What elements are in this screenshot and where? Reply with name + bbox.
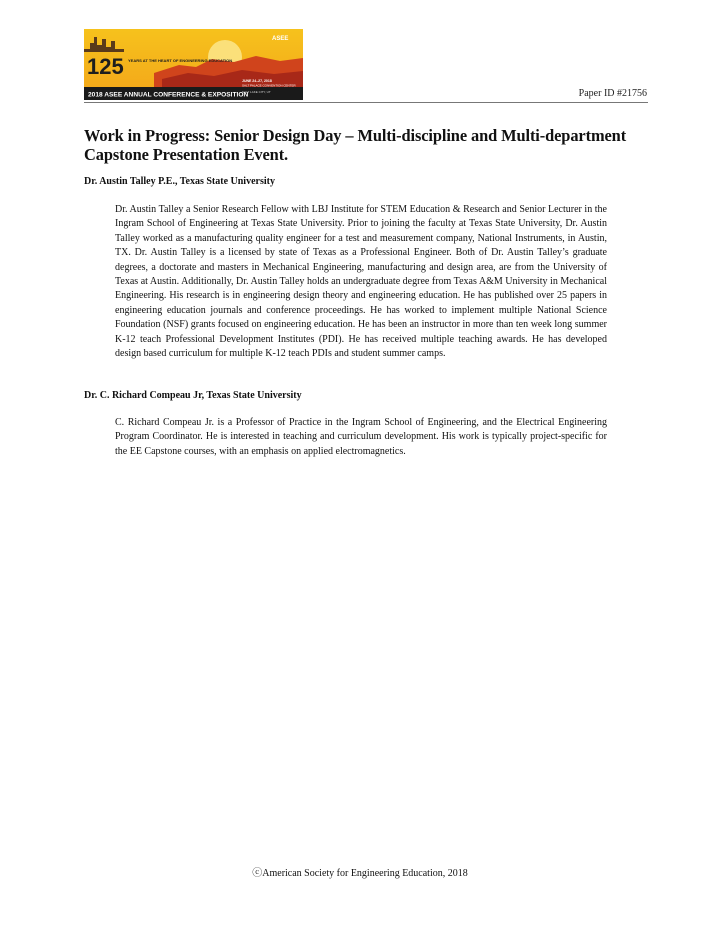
banner-years-text: YEARS AT THE HEART OF ENGINEERING EDUCATION — [128, 58, 233, 63]
author-name: Dr. Austin Talley P.E., Texas State University — [84, 176, 275, 187]
paper-id: Paper ID #21756 — [578, 88, 647, 99]
author-bio: Dr. Austin Talley a Senior Research Fellow with LBJ Institute for STEM Education & Research and Senior Lecturer in the Ingram School of Engineering at Texas State University. Prior to joining the faculty at Texas State University, Dr. Austin Talley worked as a manufacturing quality engineer for a test and measurement company, National Instruments, in Austin, TX. Dr. Austin Talley is a licensed by state of Texas as a Professional Engineer. Both of Dr. Austin Talley’s graduate degrees, a doctorate and masters in Mechanical Engineering, manufacturing and design area, are from the University of Texas at Austin. Additionally, Dr. Austin Talley holds an undergraduate degree from Texas A&M University in Mechanical Engineering. His research is in engineering design theory and engineering education. He has published over 25 papers in engineering education journals and conference proceedings. He has worked to implement multiple National Science Foundation (NSF) grants focused on engineering education. He has been an instructor in more than ten week long summer K-12 teach Professional Development Institutes (PDI). He has received multiple teaching awards. He has developed design based curriculum for multiple K-12 teach PDIs and student summer camps. — [115, 204, 607, 360]
banner-city: SALT LAKE CITY, UT — [242, 90, 271, 94]
banner-dates: JUNE 24–27, 2018 — [242, 79, 272, 83]
banner-conference-name: 2018 ASEE ANNUAL CONFERENCE & EXPOSITION — [88, 91, 249, 99]
paper-title: Work in Progress: Senior Design Day – Multi-discipline and Multi-department Capstone Presentation Event. — [84, 126, 627, 164]
conference-banner-graphic — [84, 29, 303, 100]
banner-venue: SALT PALACE CONVENTION CENTER — [242, 83, 296, 88]
author-bio: C. Richard Compeau Jr. is a Professor of Practice in the Ingram School of Engineering, and the Electrical Engineering Program Coordinator. He is interested in teaching and curriculum development. His work is typically project-specific for the EE Capstone courses, with an emphasis on applied electromagnetics. — [115, 417, 607, 457]
copyright-footer: ⓒAmerican Society for Engineering Education, 2018 — [252, 868, 468, 879]
header-rule — [84, 102, 648, 103]
banner-125: 125 — [87, 54, 124, 79]
conference-banner — [84, 29, 303, 100]
banner-asee-logo: ASEE — [272, 36, 289, 42]
author-name: Dr. C. Richard Compeau Jr, Texas State University — [84, 390, 302, 401]
